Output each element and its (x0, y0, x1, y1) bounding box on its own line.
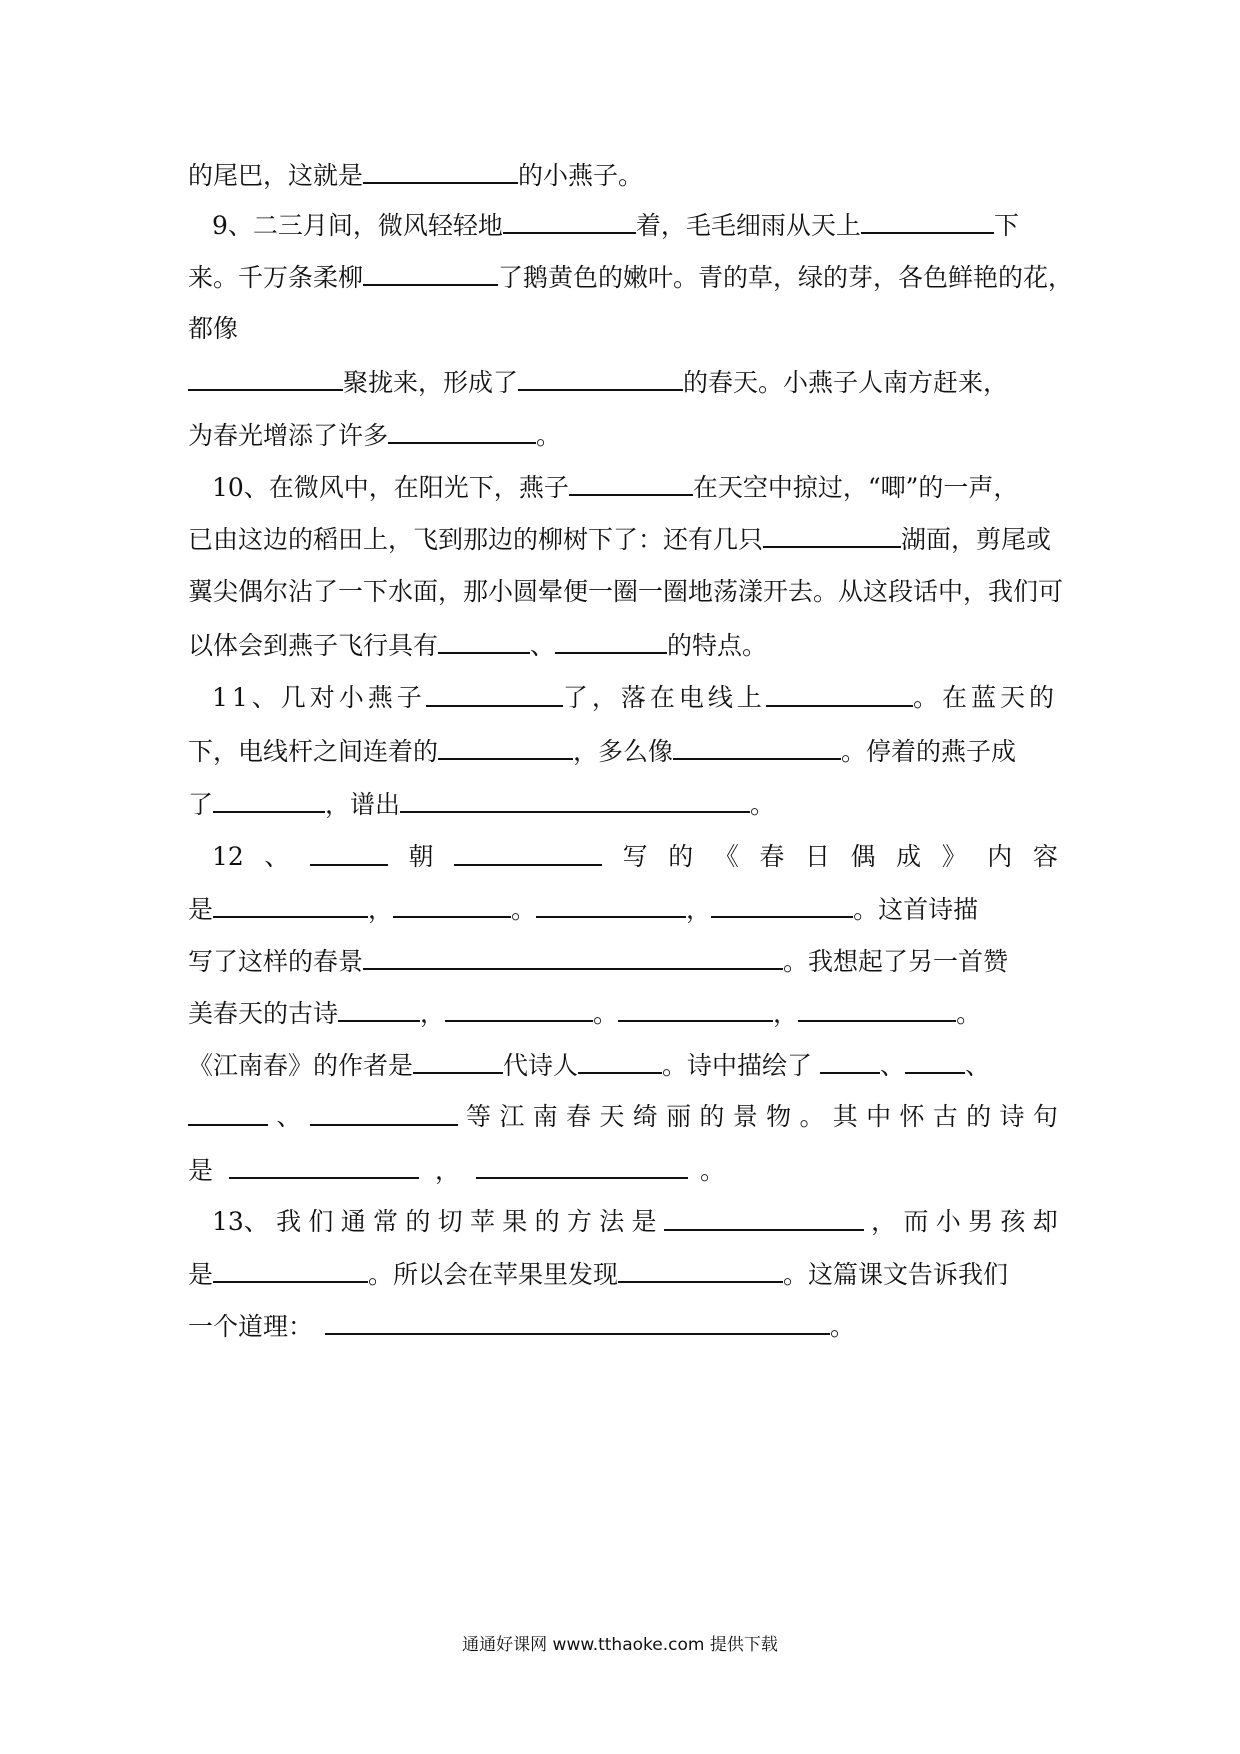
text-segment: 怀 (899, 1102, 925, 1131)
text-segment: 为春光增添了许多 (188, 421, 389, 450)
fill-blank[interactable] (363, 944, 783, 970)
fill-blank[interactable] (213, 1257, 368, 1283)
text-segment: 。 (536, 421, 562, 450)
text-segment: 、 (880, 1051, 906, 1080)
text-segment: 而 (903, 1207, 929, 1236)
text-segment: 日 (804, 842, 830, 871)
fill-blank[interactable] (413, 1048, 503, 1074)
text-segment: 果 (502, 1207, 528, 1236)
text-segment: 男 (968, 1207, 994, 1236)
fill-blank[interactable] (664, 1205, 864, 1231)
text-segment: 是 (188, 895, 214, 924)
text-line (188, 1257, 1058, 1292)
text-segment: 13、 (212, 1207, 269, 1236)
text-segment: 孩 (1000, 1207, 1026, 1236)
text-segment: 写了这样的春景 (188, 947, 364, 976)
fill-blank[interactable] (400, 787, 750, 813)
text-segment: ， (435, 1156, 461, 1185)
text-segment: 。 (700, 1156, 726, 1185)
text-segment: 10、在微风中，在阳光下，燕子 (212, 473, 569, 502)
text-segment: 诗 (999, 1102, 1025, 1131)
fill-blank[interactable] (213, 787, 325, 813)
fill-blank[interactable] (310, 840, 388, 866)
text-segment: 是 (188, 1156, 214, 1185)
text-segment: ， (420, 999, 446, 1028)
text-segment: ，多么像 (573, 737, 674, 766)
fill-blank[interactable] (388, 418, 536, 444)
text-line (188, 158, 1058, 193)
fill-blank[interactable] (325, 1309, 830, 1335)
text-line (188, 365, 1058, 400)
fill-blank[interactable] (426, 681, 563, 707)
text-segment: 。 (830, 1312, 856, 1341)
fill-blank[interactable] (798, 996, 956, 1022)
fill-blank[interactable] (438, 628, 530, 654)
text-segment: 聚拢来，形成了 (343, 368, 519, 397)
text-segment: 的 (966, 1102, 992, 1131)
text-segment: 我 (276, 1207, 302, 1236)
text-line (188, 1100, 1058, 1134)
fill-blank[interactable] (711, 892, 853, 918)
text-segment: 》 (941, 842, 967, 871)
text-line (212, 1205, 1058, 1239)
text-segment: 的尾巴，这就是 (188, 161, 364, 190)
text-segment: 等 (466, 1102, 492, 1131)
fill-blank[interactable] (229, 1153, 419, 1179)
fill-blank[interactable] (503, 208, 636, 234)
text-segment: 。诗中描绘了 (662, 1051, 813, 1080)
text-segment: ， (686, 895, 712, 924)
fill-blank[interactable] (569, 470, 693, 496)
text-line (212, 840, 1058, 874)
text-line (188, 575, 1064, 609)
text-segment: 一个道理： (188, 1312, 314, 1341)
fill-blank[interactable] (766, 681, 913, 707)
page-footer: 通通好课网 www.tthaoke.com 提供下载 (462, 1635, 778, 1655)
text-segment: 着，毛毛细雨从天上 (635, 211, 861, 240)
fill-blank[interactable] (363, 260, 498, 286)
text-segment: 却 (1032, 1207, 1058, 1236)
fill-blank[interactable] (861, 208, 994, 234)
text-segment: 古 (932, 1102, 958, 1131)
text-segment: 南 (532, 1102, 558, 1131)
text-segment: 。我想起了另一首赞 (783, 947, 1009, 976)
text-segment: 9、二三月间，微风轻轻地 (212, 211, 503, 240)
text-segment: 通 (340, 1207, 366, 1236)
fill-blank[interactable] (518, 365, 683, 391)
text-segment: 春 (759, 842, 785, 871)
text-segment: 、 (530, 631, 556, 660)
fill-blank[interactable] (618, 1257, 783, 1283)
text-segment: 。这首诗描 (853, 895, 979, 924)
text-segment: 。 (593, 999, 619, 1028)
text-segment: 是 (631, 1207, 657, 1236)
fill-blank[interactable] (445, 996, 593, 1022)
text-segment: 。 (511, 895, 537, 924)
text-segment: 。这篇课文告诉我们 (783, 1260, 1009, 1289)
text-segment: 的小燕子。 (518, 161, 644, 190)
text-segment: 美春天的古诗 (188, 999, 339, 1028)
fill-blank[interactable] (618, 996, 773, 1022)
text-segment: 丽 (666, 1102, 692, 1131)
text-segment: 。所以会在苹果里发现 (368, 1260, 619, 1289)
text-segment: 、 (276, 1102, 302, 1131)
text-segment: 切 (437, 1207, 463, 1236)
text-segment: 容 (1032, 842, 1058, 871)
text-segment: 偶 (850, 842, 876, 871)
text-line (188, 628, 1058, 663)
text-segment: 来。千万条柔柳 (188, 263, 364, 292)
text-segment: 11、几对小燕子 (212, 683, 426, 712)
text-line (188, 522, 1058, 557)
text-segment: 代诗人 (503, 1051, 579, 1080)
text-segment: 物 (766, 1102, 792, 1131)
text-segment: 已由这边的稻田上，飞到那边的柳树下了：还有几只 (188, 525, 764, 554)
fill-blank[interactable] (438, 734, 573, 760)
text-line (212, 681, 1058, 715)
fill-blank[interactable] (763, 522, 901, 548)
text-segment: 常 (373, 1207, 399, 1236)
text-segment: 朝 (408, 842, 434, 871)
text-segment: 的特点。 (667, 631, 768, 660)
text-segment: 写 (622, 842, 648, 871)
text-line (188, 892, 1058, 927)
text-segment: 内 (987, 842, 1013, 871)
text-segment: 的春天。小燕子人南方赶来， (683, 368, 1009, 397)
text-segment: 苹 (469, 1207, 495, 1236)
text-line (188, 312, 1058, 346)
text-line (188, 944, 1058, 979)
text-segment: 、 (965, 1051, 991, 1080)
fill-blank[interactable] (310, 1100, 458, 1126)
text-line (212, 470, 1058, 505)
text-segment: 的 (699, 1102, 725, 1131)
text-segment: 。在蓝天的 (912, 683, 1058, 712)
text-segment: 法 (599, 1207, 625, 1236)
text-segment: 《江南春》的作者是 (188, 1051, 414, 1080)
fill-blank[interactable] (673, 734, 841, 760)
text-segment: 下，电线杆之间连着的 (188, 737, 439, 766)
text-segment: 小 (935, 1207, 961, 1236)
text-segment: 句 (1032, 1102, 1058, 1131)
fill-blank[interactable] (820, 1048, 880, 1074)
text-segment: 在天空中掠过，“唧”的一声， (692, 473, 1019, 502)
text-segment: 江 (499, 1102, 525, 1131)
text-segment: 都像 (188, 314, 239, 343)
text-line (188, 996, 1058, 1031)
fill-blank[interactable] (536, 892, 686, 918)
text-segment: 其 (832, 1102, 858, 1131)
text-segment: 。 (750, 790, 776, 819)
text-segment: 方 (566, 1207, 592, 1236)
text-segment: 是 (188, 1260, 214, 1289)
text-segment: 了鹅黄色的嫩叶。青的草，绿的芽，各色鲜艳的花， (498, 263, 1074, 292)
text-line (188, 787, 1058, 822)
text-line (188, 1048, 1058, 1083)
fill-blank[interactable] (578, 1048, 662, 1074)
text-segment: 湖面，剪尾或 (901, 525, 1052, 554)
text-segment: 、 (264, 842, 290, 871)
text-segment: 翼尖偶尔沾了一下水面，那小圆晕便一圈一圈地荡漾开去。从这段话中，我们可 (188, 577, 1064, 606)
text-segment: 下 (993, 211, 1019, 240)
fill-blank[interactable] (338, 996, 420, 1022)
text-segment: 。 (956, 999, 982, 1028)
fill-blank[interactable] (476, 1153, 688, 1179)
fill-blank[interactable] (188, 365, 343, 391)
text-segment: 了 (188, 790, 214, 819)
text-segment: 的 (534, 1207, 560, 1236)
text-line (212, 208, 1058, 243)
text-segment: 绮 (632, 1102, 658, 1131)
text-segment: 了，落在电线上 (562, 683, 766, 712)
fill-blank[interactable] (454, 840, 602, 866)
text-line (188, 734, 1058, 769)
text-segment: 的 (668, 842, 694, 871)
text-line (188, 1153, 1058, 1188)
text-segment: 12 (212, 842, 244, 871)
text-segment: 的 (405, 1207, 431, 1236)
fill-blank[interactable] (363, 158, 518, 184)
text-line (188, 418, 1058, 453)
fill-blank[interactable] (213, 892, 368, 918)
text-segment: 景 (732, 1102, 758, 1131)
text-segment: 中 (866, 1102, 892, 1131)
text-segment: 以体会到燕子飞行具有 (188, 631, 439, 660)
fill-blank[interactable] (905, 1048, 965, 1074)
text-segment: 春 (566, 1102, 592, 1131)
text-segment: ， (368, 895, 394, 924)
text-segment: ，谱出 (325, 790, 401, 819)
text-segment: 《 (713, 842, 739, 871)
text-segment: ， (871, 1207, 897, 1236)
text-segment: 。 (799, 1102, 825, 1131)
fill-blank[interactable] (393, 892, 511, 918)
text-segment: 。停着的燕子成 (841, 737, 1017, 766)
text-segment: 天 (599, 1102, 625, 1131)
text-segment: 们 (308, 1207, 334, 1236)
text-line (188, 1309, 1058, 1344)
text-segment: ， (773, 999, 799, 1028)
text-segment: 成 (896, 842, 922, 871)
text-line (188, 260, 1074, 295)
fill-blank[interactable] (188, 1100, 268, 1126)
fill-blank[interactable] (555, 628, 667, 654)
